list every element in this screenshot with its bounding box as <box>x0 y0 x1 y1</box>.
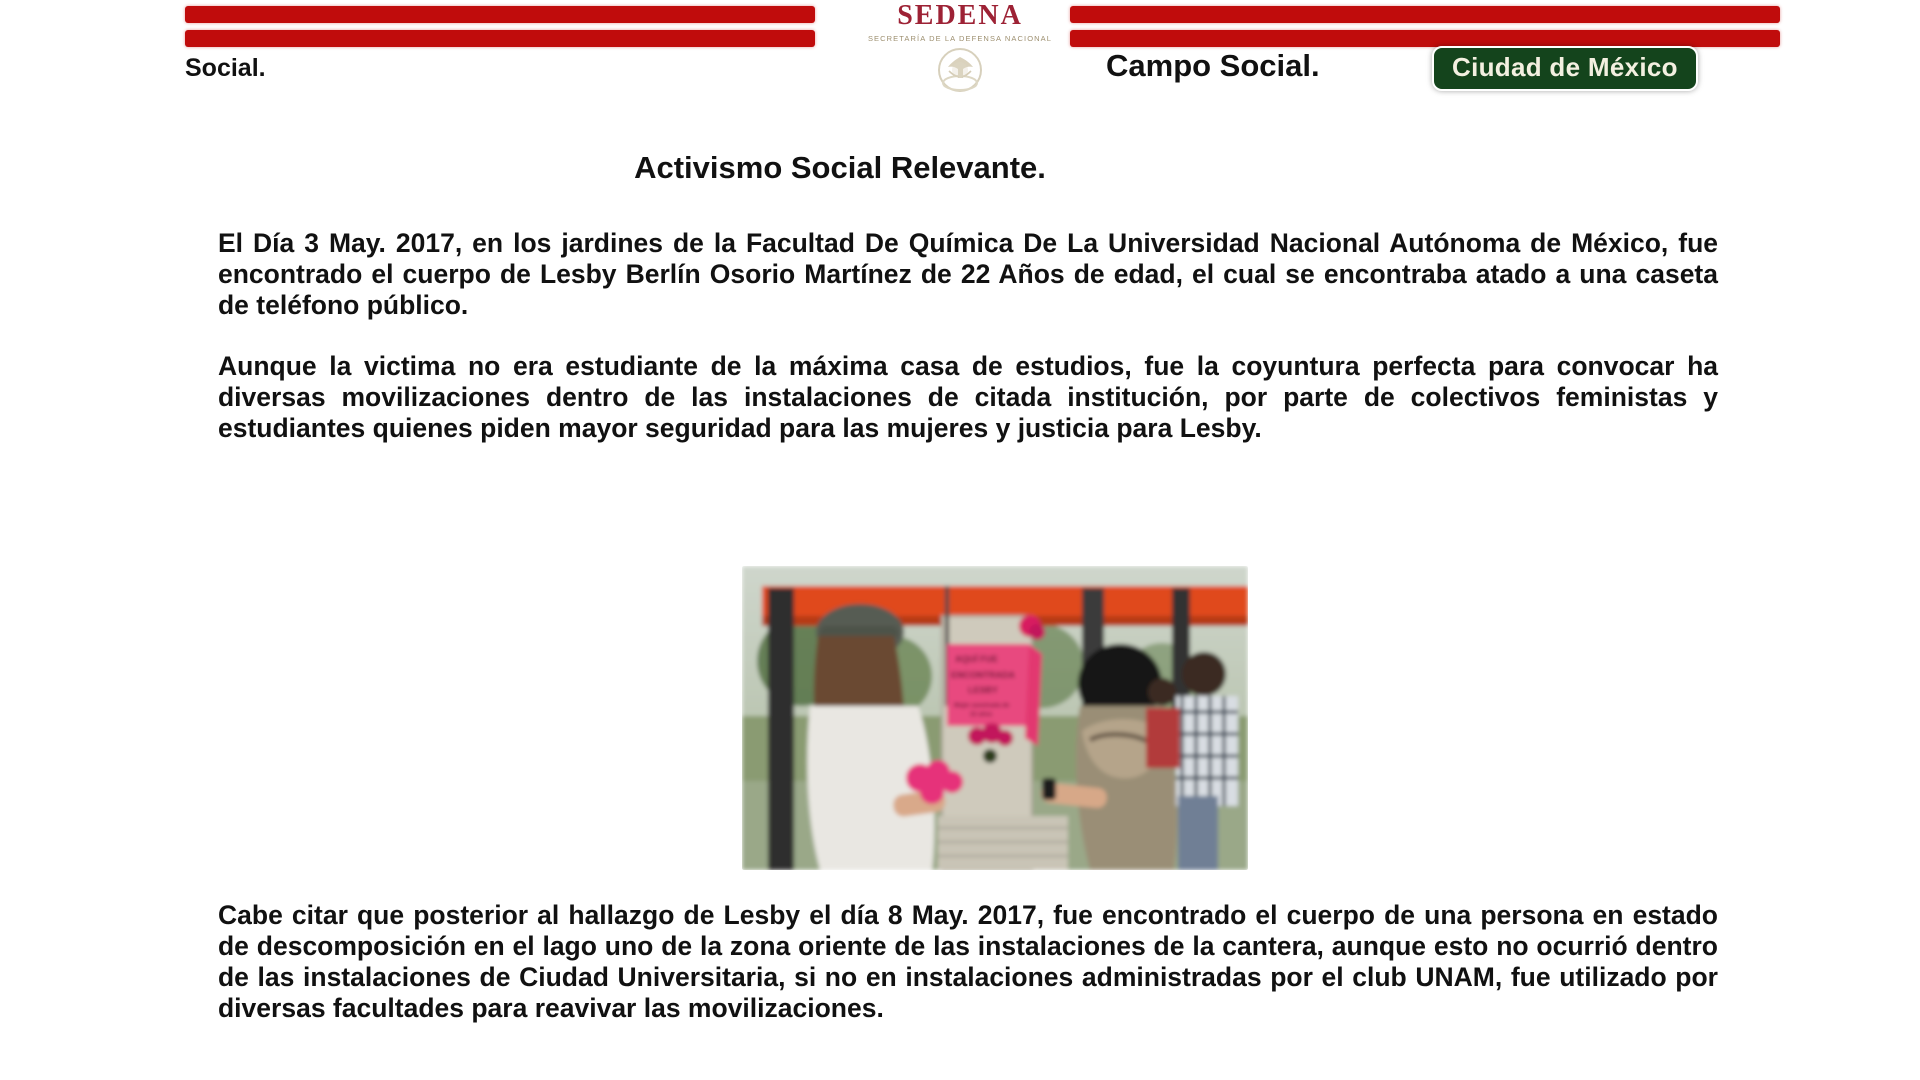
memorial-protest-photo-image <box>742 566 1248 870</box>
red-bar-group-right <box>1070 6 1780 47</box>
sedena-logo <box>840 2 1080 97</box>
svg-text:LESBY: LESBY <box>968 685 999 695</box>
mexican-eagle-emblem-icon <box>936 47 984 93</box>
svg-text:AQUÍ FUE: AQUÍ FUE <box>955 654 999 664</box>
paragraph-1: El Día 3 May. 2017, en los jardines de la Facultad De Química De La Universidad Nacional Autónoma de México, fue encontrado el cuerpo de Lesby Berlín Osorio Martínez de 22 Años de edad, el cual se encontraba atado a una caseta de teléfono público. <box>218 228 1718 320</box>
red-bar-group-left <box>185 6 815 47</box>
header-label-left: Social. <box>185 54 266 82</box>
paragraph-3: Cabe citar que posterior al hallazgo de Lesby el día 8 May. 2017, fue encontrado el cuerpo de una persona en estado de descomposición en el lago uno de la zona oriente de las instalaciones de la cantera, aunque esto no ocurrió dentro de las instalaciones de Ciudad Universitaria, si no en instalaciones administradas por el club UNAM, fue utilizado por diversas facultades para reavivar las movilizaciones. <box>218 900 1718 1023</box>
page-header <box>0 0 1920 120</box>
city-badge: Ciudad de México <box>1432 46 1698 91</box>
red-bar <box>1070 30 1780 47</box>
article-body-top <box>218 228 1718 444</box>
paragraph-2: Aunque la victima no era estudiante de la máxima casa de estudios, fue la coyuntura perfecta para convocar ha diversas movilizaciones dentro de las instalaciones de citada institución, por parte de colectivos feministas y estudiantes quienes piden mayor seguridad para las mujeres y justicia para Lesby. <box>218 351 1718 443</box>
article-body-bottom <box>218 900 1718 1024</box>
red-bar <box>185 6 815 23</box>
red-bar <box>1070 6 1780 23</box>
svg-text:ENCONTRADA: ENCONTRADA <box>951 670 1015 680</box>
sedena-wordmark: SEDENA <box>897 0 1023 31</box>
header-label-right: Campo Social. <box>1106 48 1320 83</box>
page-title: Activismo Social Relevante. <box>634 150 1046 185</box>
memorial-protest-photo <box>742 566 1248 870</box>
svg-text:22 años: 22 años <box>970 712 993 718</box>
red-bar <box>185 30 815 47</box>
svg-text:Mujer asesinada de: Mujer asesinada de <box>954 703 1010 709</box>
sedena-subtitle: SECRETARÍA DE LA DEFENSA NACIONAL <box>867 34 1053 43</box>
